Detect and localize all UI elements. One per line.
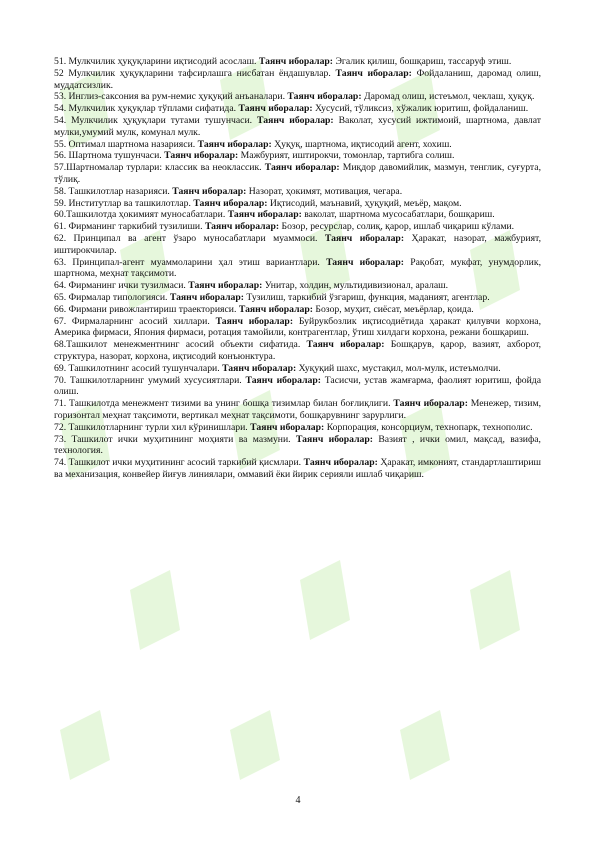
key-phrases-label: Таянч иборалар:	[295, 433, 373, 445]
key-phrases: Фойдаланиш, даромад олиш, муддатсизлик.	[54, 67, 541, 91]
topic-title: 58. Ташкилотлар назарияси.	[54, 185, 173, 197]
topic-title: 63. Принципал-агент муаммоларини ҳал этиш вариантлари.	[54, 256, 327, 268]
key-phrases: Миқдор давомийлик, мазмун, тенглик, суғурта, тўлиқ.	[54, 162, 541, 185]
key-phrases-label: Таянч иборалар:	[193, 197, 268, 209]
key-phrases-label: Таянч иборалар:	[238, 103, 313, 115]
key-phrases-label: Таянч иборалар:	[164, 150, 239, 162]
key-phrases-label: Таянч иборалар:	[250, 421, 325, 433]
key-phrases-label: Таянч иборалар:	[324, 232, 405, 244]
topic-item	[54, 316, 541, 340]
topic-item	[54, 292, 541, 304]
topic-item	[54, 363, 541, 375]
key-phrases: ваколат, шартнома мусосабатлари, бошқариш.	[301, 209, 495, 221]
key-phrases-label: Таянч иборалар:	[222, 362, 297, 374]
topic-item	[54, 139, 541, 151]
key-phrases: Тузилиш, таркибий ўзгариш, функция, маданият, агентлар.	[243, 291, 490, 303]
key-phrases: Буйрукбозлик иқтисодиётида ҳаракат қилувчи корхона, Америка фирмаси, Япония фирмаси, ротация тамойили, контрагентлар, ўтиш хилдаги корхона, режани бошқариш.	[54, 315, 542, 339]
topic-item	[54, 103, 541, 115]
topic-item	[54, 56, 541, 68]
topic-title: 74. Ташкилот ички муҳитининг асосий таркибий қисмлари.	[54, 457, 304, 469]
topic-item	[54, 91, 541, 103]
key-phrases: Вазият , ички омил, мақсад, вазифа, технология.	[54, 433, 541, 457]
topic-item	[54, 398, 541, 422]
key-phrases-label: Таянч иборалар:	[197, 138, 272, 150]
key-phrases-label: Таянч иборалар:	[257, 114, 334, 126]
topic-item	[54, 280, 541, 292]
topic-item	[54, 221, 541, 233]
key-phrases-label: Таянч иборалар:	[215, 315, 294, 327]
key-phrases: Бозор, муҳит, сиёсат, меъёрлар, қоида.	[312, 303, 474, 315]
topic-title: 56. Шартнома тушунчаси.	[54, 150, 165, 162]
topic-title: 66. Фирмани ривожлантириш траекторияси.	[54, 303, 239, 315]
key-phrases-label: Таянч иборалар:	[238, 303, 313, 315]
topic-item	[54, 434, 541, 458]
key-phrases-label: Таянч иборалар:	[169, 291, 244, 303]
key-phrases: Хуқуқий шахс, мустақил, мол-мулк, истеъмолчи.	[296, 362, 501, 374]
key-phrases: Рақобат, мукфат, унумдорлик, шартнома, меҳнат тақсимоти.	[54, 256, 541, 280]
key-phrases: Иқтисодий, маънавий, ҳуқуқий, меъёр, мақом.	[267, 197, 462, 209]
topic-title: 64. Фирманинг ички тузилмаси.	[54, 280, 189, 292]
topic-title: 60.Ташкилотда ҳокимият муносабатлари.	[54, 209, 228, 221]
key-phrases: Назорат, ҳокимят, мотивация, чегара.	[246, 185, 403, 197]
topic-title: 72. Ташкилотларнинг турли хил кўринишлари.	[54, 421, 251, 433]
topic-title: 70. Ташкилотларнинг умумий хусусиятлари.	[54, 374, 246, 386]
topic-item	[54, 209, 541, 221]
topic-list	[54, 56, 541, 481]
key-phrases: Менежер, тизим, горизонтал меҳнат тақсимоти, вертикал меҳнат тақсимоти, бошқарувнинг зарурлиги.	[54, 398, 541, 421]
key-phrases: Даромад олиш, истеъмол, чеклаш, ҳуқуқ.	[361, 91, 535, 103]
key-phrases-label: Таянч иборалар:	[258, 56, 334, 67]
topic-title: 52 Мулкчилик ҳуқуқларини тафсирлашга нисбатан ёндашувлар.	[54, 67, 336, 79]
topic-item	[54, 150, 541, 162]
key-phrases: Эгалик қилиш, бошқариш, тассаруф этиш.	[333, 56, 512, 67]
topic-item	[54, 257, 541, 281]
topic-title: 51. Мулкчилик ҳуқуқларини иқтисодий асослаш.	[54, 56, 259, 67]
key-phrases-label: Таянч иборалар:	[303, 457, 378, 469]
topic-title: 71. Ташкилотда менежмент тизими ва унинг бошқа тизимлар билан боғлиқлиги.	[54, 398, 394, 410]
topic-title: 59. Институтлар ва ташкилотлар.	[54, 197, 194, 209]
key-phrases: Корпорация, консорциум, технопарк, технополис.	[324, 421, 533, 433]
topic-item	[54, 339, 541, 363]
key-phrases-label: Таянч иборалар:	[335, 67, 412, 79]
key-phrases-label: Таянч иборалар:	[188, 280, 263, 292]
topic-item	[54, 68, 541, 92]
key-phrases: Унитар, холдин, мультидивизионал, аралаш.	[262, 280, 449, 292]
key-phrases: Бозор, ресурслар, солиқ, қарор, ишлаб чиқариш кўлами.	[279, 221, 515, 233]
topic-title: 53. Инглиз-саксония ва рум-немис ҳуқуқий анъаналари.	[54, 91, 288, 103]
topic-item	[54, 422, 541, 434]
key-phrases: Ҳаракат, имконият, стандартлаштириш ва механизация, конвейер йиғув линиялари, оммавий ёки йирик серияли ишлаб чиқариш.	[54, 457, 542, 480]
topic-title: 67. Фирмаларнинг асосий хиллари.	[54, 315, 216, 327]
page-number: 4	[295, 795, 301, 806]
key-phrases-label: Таянч иборалар:	[326, 256, 404, 268]
key-phrases-label: Таянч иборалар:	[264, 162, 340, 174]
key-phrases-label: Таянч иборалар:	[393, 398, 468, 410]
topic-title: 68.Ташкилот менежментнинг асосий объекти сифатида.	[54, 339, 307, 351]
key-phrases: Ҳаракат, назорат, мажбурият, иштирокчилар.	[54, 232, 541, 256]
topic-item	[54, 186, 541, 198]
topic-item	[54, 198, 541, 210]
key-phrases-label: Таянч иборалар:	[227, 209, 302, 221]
topic-title: 54. Мулкчилик ҳуқуқлар тўплами сифатида.	[54, 103, 239, 115]
topic-title: 69. Ташкилотнинг асосий тушунчалари.	[54, 362, 223, 374]
key-phrases: Хусусий, тўликсиз, хўжалик юритиш, фойдаланиш.	[312, 103, 529, 115]
topic-title: 65. Фирмалар типологияси.	[54, 291, 170, 303]
key-phrases: Ваколат, хусусий ижтимоий, шартнома, давлат мулки,умумий мулк, комунал мулк.	[54, 114, 542, 138]
key-phrases-label: Таянч иборалар:	[287, 91, 362, 103]
key-phrases: Тасисчи, устав жамғарма, фаолият юритиш, фойда олиш.	[54, 374, 541, 398]
topic-title: 62. Принципал ва агент ўзаро муносабатлари муаммоси.	[54, 232, 325, 244]
topic-title: 57.Шартномалар турлари: классик ва неоклассик.	[54, 162, 265, 174]
document-body	[54, 56, 541, 481]
topic-item	[54, 162, 541, 186]
topic-item	[54, 375, 541, 399]
topic-title: 54. Мулкчилик ҳуқуқлари тутами тушунчаси.	[54, 114, 258, 126]
topic-item	[54, 233, 541, 257]
topic-item	[54, 457, 541, 481]
topic-title: 61. Фирманинг таркибий тузилиши.	[54, 221, 205, 233]
topic-item	[54, 115, 541, 139]
key-phrases-label: Таянч иборалар:	[172, 185, 247, 197]
key-phrases-label: Таянч иборалар:	[306, 339, 385, 351]
key-phrases-label: Таянч иборалар:	[204, 221, 280, 233]
topic-title: 55. Оптимал шартнома назарияси.	[54, 138, 198, 150]
key-phrases: Бошқарув, қарор, вазият, ахборот, структура, назорат, корхона, иқтисодий конъюнктура.	[54, 339, 541, 362]
key-phrases: Мажбурият, иштирокчи, томонлар, тартибга солиш.	[238, 150, 455, 162]
topic-title: 73. Ташкилот ички муҳитининг моҳияти ва мазмуни.	[54, 433, 296, 445]
key-phrases: Ҳуқуқ, шартнома, иқтисодий агент, хохиш.	[271, 138, 452, 150]
topic-item	[54, 304, 541, 316]
key-phrases-label: Таянч иборалар:	[245, 374, 321, 386]
